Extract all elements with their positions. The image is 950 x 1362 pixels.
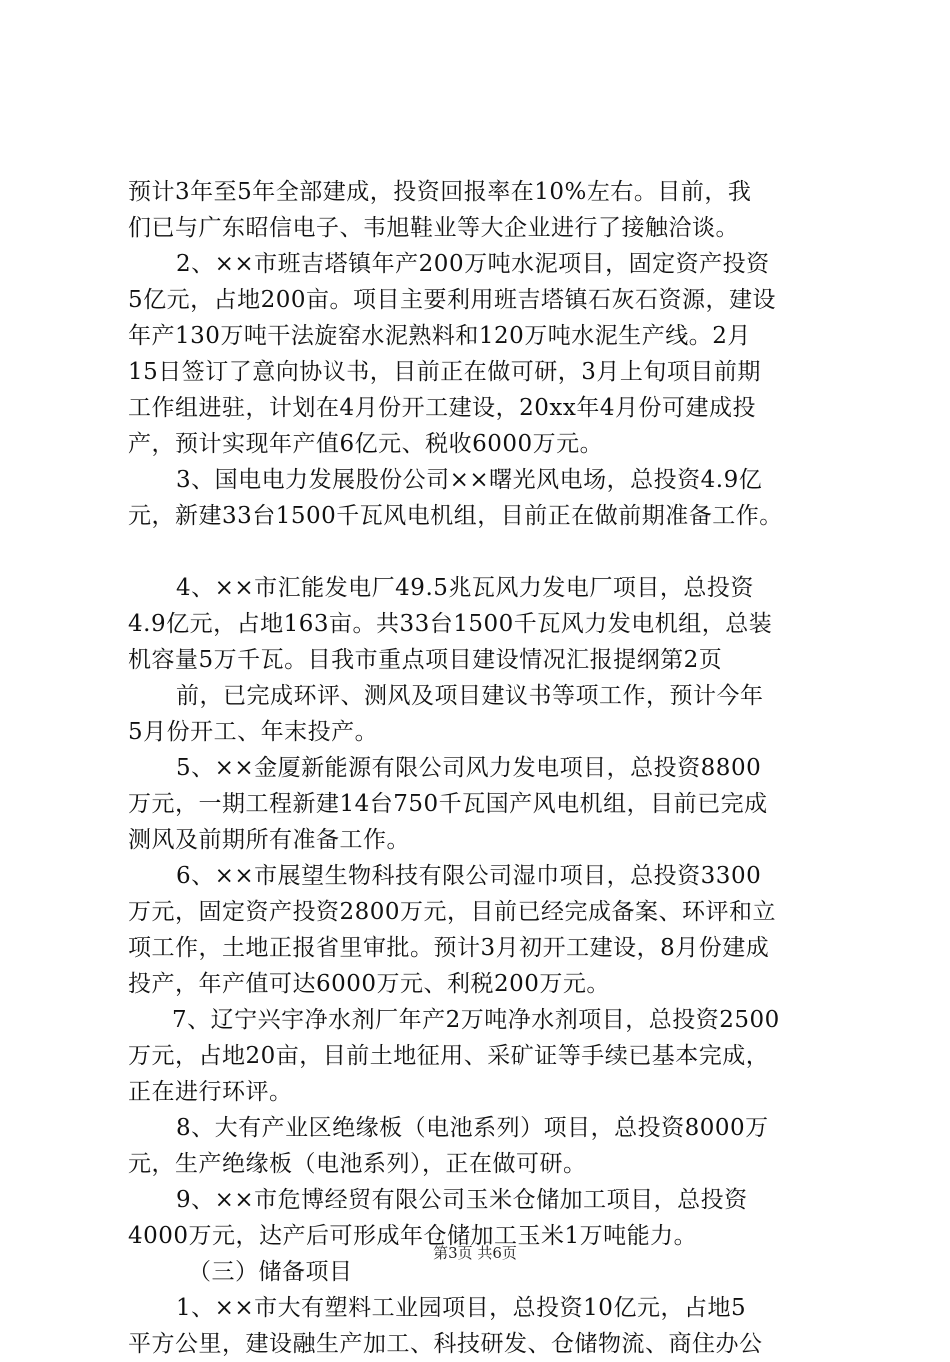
text-line: 工作组进驻，计划在4月份开工建设，20xx年4月份可建成投 [128, 395, 756, 421]
text-line: 5亿元，占地200亩。项目主要利用班吉塔镇石灰石资源，建设 [128, 287, 777, 313]
text-line: 平方公里，建设融生产加工、科技研发、仓储物流、商住办公 [128, 1331, 763, 1357]
text-line: 投产，年产值可达6000万元、利税200万元。 [128, 971, 610, 997]
text-line: 15日签订了意向协议书，目前正在做可研，3月上旬项目前期 [128, 359, 761, 385]
text-line: 年产130万吨干法旋窑水泥熟料和120万吨水泥生产线。2月 [128, 323, 751, 349]
blank-line [128, 534, 840, 570]
text-line: 1、××市大有塑料工业园项目，总投资10亿元，占地5 [176, 1295, 747, 1321]
text-line: 9、××市危博经贸有限公司玉米仓储加工项目，总投资 [176, 1187, 748, 1213]
text-line: 万元，一期工程新建14台750千瓦国产风电机组，目前已完成 [128, 791, 768, 817]
text-line: 3、国电电力发展股份公司××曙光风电场，总投资4.9亿 [176, 467, 763, 493]
text-line: 测风及前期所有准备工作。 [128, 827, 410, 853]
text-line: 元，生产绝缘板（电池系列），正在做可研。 [128, 1151, 587, 1177]
text-line: 们已与广东昭信电子、韦旭鞋业等大企业进行了接触洽谈。 [128, 215, 739, 241]
text-line: 4000万元，达产后可形成年仓储加工玉米1万吨能力。 [128, 1223, 698, 1249]
text-line: 产，预计实现年产值6亿元、税收6000万元。 [128, 431, 604, 457]
text-line: 前，已完成环评、测风及项目建议书等项工作，预计今年 [176, 683, 764, 709]
text-line: 正在进行环评。 [128, 1079, 293, 1105]
text-line: 7、辽宁兴宇净水剂厂年产2万吨净水剂项目，总投资2500 [172, 1007, 780, 1033]
text-line: 6、××市展望生物科技有限公司湿巾项目，总投资3300 [176, 863, 762, 889]
text-line: 4、××市汇能发电厂49.5兆瓦风力发电厂项目，总投资 [176, 575, 754, 601]
page-number-footer: 第3页 共6页 [433, 1244, 517, 1262]
text-line: 机容量5万千瓦。目我市重点项目建设情况汇报提纲第2页 [128, 647, 723, 673]
text-line: 5月份开工、年末投产。 [128, 719, 379, 745]
text-line: 8、大有产业区绝缘板（电池系列）项目，总投资8000万 [176, 1115, 769, 1141]
text-line: 2、××市班吉塔镇年产200万吨水泥项目，固定资产投资 [176, 251, 770, 277]
text-line: 5、××金厦新能源有限公司风力发电项目，总投资8800 [176, 755, 762, 781]
text-line: 项工作，土地正报省里审批。预计3月初开工建设，8月份建成 [128, 935, 770, 961]
text-line: 4.9亿元，占地163亩。共33台1500千瓦风力发电机组，总装 [128, 611, 773, 637]
text-line: 元，新建33台1500千瓦风电机组，目前正在做前期准备工作。 [128, 503, 783, 529]
text-line: 万元，占地20亩，目前土地征用、采矿证等手续已基本完成， [128, 1043, 770, 1069]
document-body [128, 174, 840, 1362]
section-heading: （三）储备项目 [188, 1259, 353, 1285]
text-line: 预计3年至5年全部建成，投资回报率在10%左右。目前，我 [128, 179, 752, 205]
text-line: 万元，固定资产投资2800万元，目前已经完成备案、环评和立 [128, 899, 777, 925]
